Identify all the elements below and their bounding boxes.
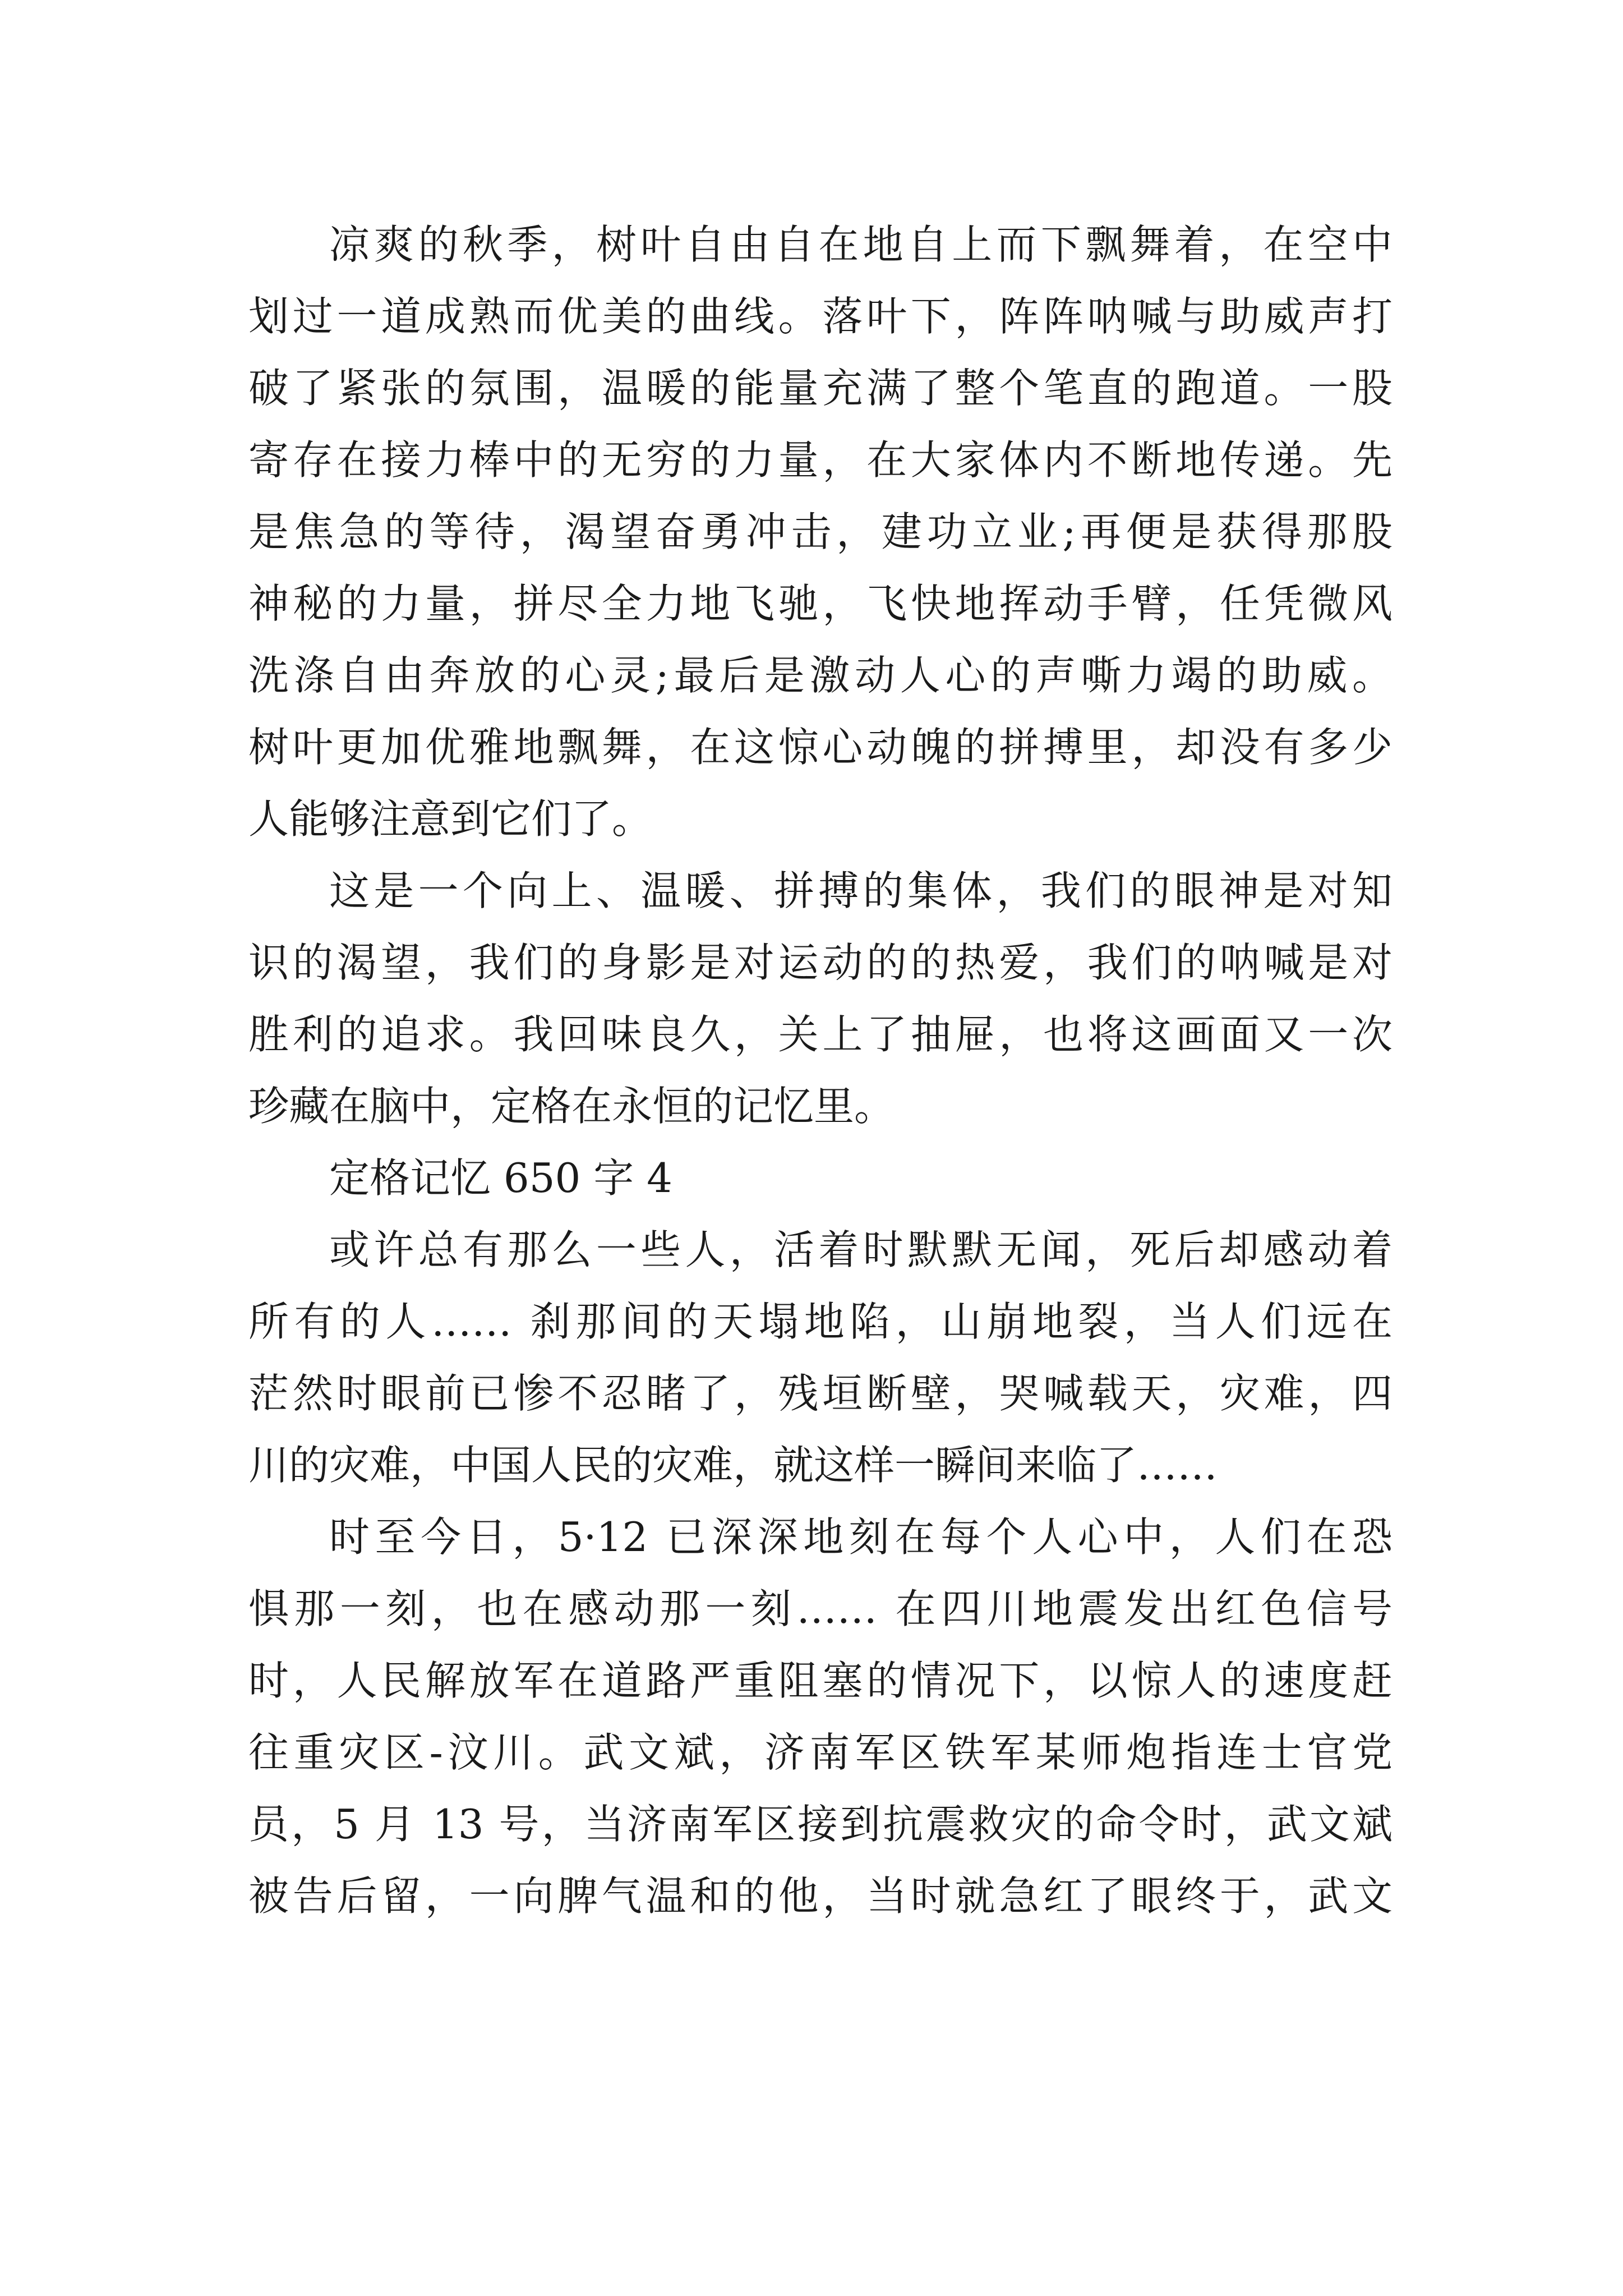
text-line: 时，人民解放军在道路严重阻塞的情况下，以惊人的速度赶 — [248, 1657, 1393, 1704]
paragraph-collective — [248, 855, 1393, 1142]
text-line: 川的灾难，中国人民的灾难，就这样一瞬间来临了…… — [248, 1442, 1218, 1489]
text-line: 凉爽的秋季，树叶自由自在地自上而下飘舞着，在空中 — [329, 221, 1393, 268]
text-line: 划过一道成熟而优美的曲线。落叶下，阵阵呐喊与助威声打 — [248, 293, 1393, 340]
text-line: 惧那一刻，也在感动那一刻…… 在四川地震发出红色信号 — [248, 1585, 1393, 1632]
section-heading — [248, 1142, 1393, 1214]
text-line: 被告后留，一向脾气温和的他，当时就急红了眼终于，武文 — [248, 1872, 1393, 1920]
paragraph-wu-wenbin — [248, 1501, 1393, 1932]
text-line: 或许总有那么一些人，活着时默默无闻，死后却感动着 — [329, 1226, 1393, 1273]
text-line: 往重灾区-汶川。武文斌，济南军区铁军某师炮指连士官党 — [248, 1729, 1393, 1776]
document-body — [248, 209, 1393, 1932]
text-line: 树叶更加优雅地飘舞，在这惊心动魄的拼搏里，却没有多少 — [248, 724, 1393, 771]
text-line: 识的渴望，我们的身影是对运动的的热爱，我们的呐喊是对 — [248, 939, 1393, 986]
paragraph-earthquake — [248, 1214, 1393, 1501]
text-line: 是焦急的等待，渴望奋勇冲击，建功立业;再便是获得那股 — [248, 508, 1393, 555]
text-line: 珍藏在脑中，定格在永恒的记忆里。 — [248, 1083, 895, 1130]
text-line: 寄存在接力棒中的无穷的力量，在大家体内不断地传递。先 — [248, 436, 1393, 484]
text-line: 所有的人…… 刹那间的天塌地陷，山崩地裂，当人们远在 — [248, 1298, 1393, 1345]
text-line: 破了紧张的氛围，温暖的能量充满了整个笔直的跑道。一股 — [248, 365, 1393, 412]
text-line: 员，5 月 13 号，当济南军区接到抗震救灾的命令时，武文斌 — [248, 1801, 1393, 1848]
text-line: 时至今日，5·12 已深深地刻在每个人心中，人们在恐 — [329, 1513, 1393, 1561]
text-line: 神秘的力量，拼尽全力地飞驰，飞快地挥动手臂，任凭微风 — [248, 580, 1393, 627]
text-line: 这是一个向上、温暖、拼搏的集体，我们的眼神是对知 — [329, 867, 1393, 914]
text-line: 洗涤自由奔放的心灵;最后是激动人心的声嘶力竭的助威。 — [248, 652, 1393, 699]
text-line: 胜利的追求。我回味良久，关上了抽屉，也将这画面又一次 — [248, 1011, 1393, 1058]
text-line: 人能够注意到它们了。 — [248, 795, 653, 843]
text-line: 茫然时眼前已惨不忍睹了，残垣断壁，哭喊载天，灾难，四 — [248, 1370, 1393, 1417]
paragraph-autumn-relay — [248, 209, 1393, 855]
section-title: 定格记忆 650 字 4 — [329, 1154, 672, 1202]
